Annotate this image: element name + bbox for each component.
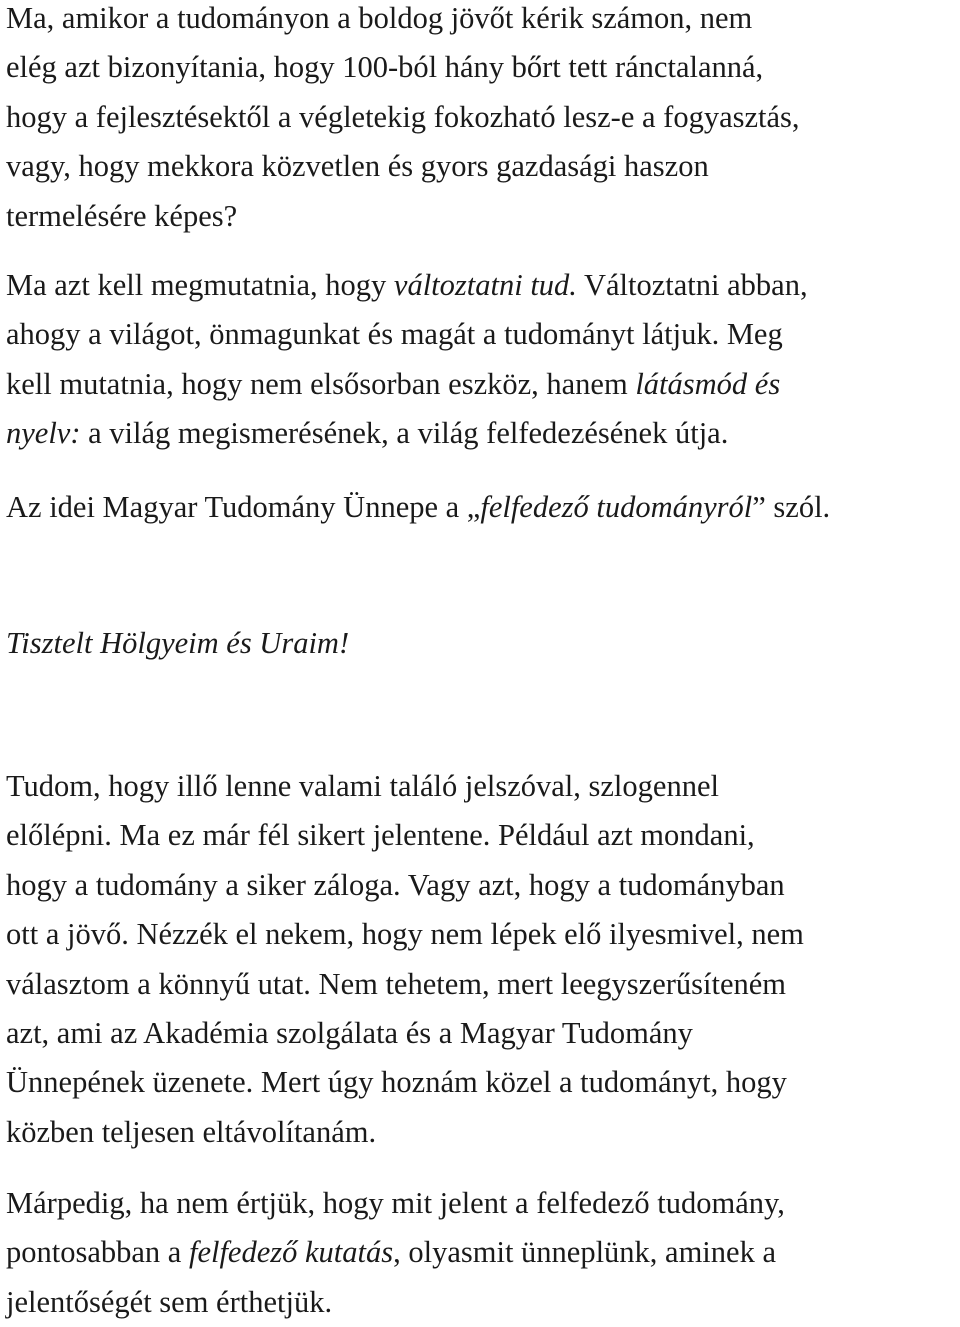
text-run: kell mutatnia, hogy nem elsősorban eszköz, hanem <box>6 366 636 401</box>
text-line <box>6 1228 785 1277</box>
text-run: Változtatni abban, <box>576 268 808 302</box>
text-line: Ma, amikor a tudományon a boldog jövőt kérik számon, nem <box>6 1 753 35</box>
text-line <box>6 360 808 409</box>
text-run: pontosabban a <box>6 1235 189 1270</box>
text-line: Tudom, hogy illő lenne valami találó jelszóval, szlogennel <box>6 769 719 803</box>
text-run: ” szól. <box>752 490 831 524</box>
paragraph-5 <box>6 762 804 1157</box>
text-line: választom a könnyű utat. Nem tehetem, mert leegyszerűsíteném <box>6 966 787 1001</box>
text-line: előlépni. Ma ez már fél sikert jelentene. Például azt mondani, <box>6 818 755 853</box>
text-line: Márpedig, ha nem értjük, hogy mit jelent a felfedező tudomány, <box>6 1186 785 1220</box>
text-line: termelésére képes? <box>6 198 238 233</box>
text-run: a világ megismerésének, a világ felfedezésének útja. <box>80 416 729 451</box>
italic-run: látásmód és <box>635 366 781 401</box>
text-line: Ünnepének üzenete. Mert úgy hoznám közel a tudományt, hogy <box>6 1065 787 1100</box>
text-line: hogy a fejlesztésektől a végletekig fokozható lesz-e a fogyasztás, <box>6 99 800 134</box>
text-line <box>6 409 808 458</box>
text-line: közben teljesen eltávolítanám. <box>6 1114 377 1149</box>
italic-run: Tisztelt Hölgyeim és Uraim! <box>6 626 350 660</box>
text-line: ott a jövő. Nézzék el nekem, hogy nem lépek elő ilyesmivel, nem <box>6 917 804 952</box>
text-line: elég azt bizonyítania, hogy 100-ból hány bőrt tett ránctalanná, <box>6 50 764 85</box>
paragraph-1 <box>6 0 800 241</box>
paragraph-3 <box>6 483 830 532</box>
text-line <box>6 483 830 532</box>
text-line: azt, ami az Akadémia szolgálata és a Magyar Tudomány <box>6 1016 693 1051</box>
text-line: ahogy a világot, önmagunkat és magát a tudományt látjuk. Meg <box>6 317 783 352</box>
paragraph-2 <box>6 261 808 459</box>
salutation <box>6 619 349 668</box>
text-line: hogy a tudomány a siker záloga. Vagy azt, hogy a tudományban <box>6 867 785 902</box>
italic-run: felfedező kutatás <box>188 1235 394 1270</box>
italic-run: változtatni tud. <box>393 268 577 302</box>
text-line: vagy, hogy mekkora közvetlen és gyors gazdasági haszon <box>6 149 709 184</box>
text-line <box>6 261 808 310</box>
italic-run: felfedező tudományról <box>480 490 753 524</box>
paragraph-6 <box>6 1179 785 1327</box>
text-run: Ma azt kell megmutatnia, hogy <box>6 268 394 302</box>
italic-run: nyelv: <box>6 416 81 451</box>
text-run: , olyasmit ünneplünk, aminek a <box>393 1235 776 1270</box>
text-line: jelentőségét sem érthetjük. <box>6 1284 333 1319</box>
text-run: Az idei Magyar Tudomány Ünnepe a „ <box>6 490 481 524</box>
